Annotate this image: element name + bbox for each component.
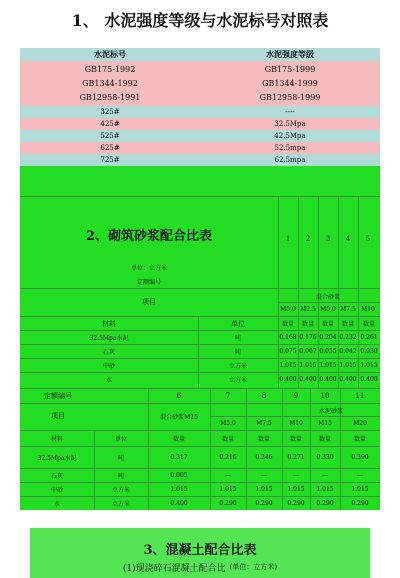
table-row: 水 xyxy=(53,500,60,508)
table-row: 0.055 xyxy=(319,348,337,355)
table-row: 0.042 xyxy=(339,348,357,355)
table-row: 1.015 xyxy=(316,485,334,493)
col-number: 3 xyxy=(325,235,331,243)
section2-head: 数量 xyxy=(362,321,375,328)
section3-unit: (单位：立方米) xyxy=(229,563,278,571)
table-row: 1.015 xyxy=(360,362,378,369)
table3-head: 数量 xyxy=(353,435,366,443)
table-row: 32.5Mpa xyxy=(200,118,380,130)
table-row: 0.232 xyxy=(339,334,357,341)
table-row: 1.015 xyxy=(339,362,357,369)
table-row: 1.015 xyxy=(219,485,237,493)
table-row: 0.290 xyxy=(316,499,334,507)
table-row: --- xyxy=(260,471,268,479)
grade: M5.0 xyxy=(220,419,236,427)
table1-header-left: 水泥标号 xyxy=(20,48,200,61)
std-left-3: GB12958-1991 xyxy=(79,93,141,102)
grade: M7.5 xyxy=(340,305,356,313)
std-right-3: GB12958-1999 xyxy=(259,93,321,102)
table-row: 0.290 xyxy=(255,499,273,507)
grade: M5.0 xyxy=(280,305,296,313)
table-row: 42.5Mpa xyxy=(200,130,380,142)
table-row: 0.330 xyxy=(316,453,334,461)
table-row: --- xyxy=(224,471,232,479)
table-row: 0.400 xyxy=(319,376,337,383)
table-row: 立方米 xyxy=(228,363,247,370)
table-row: 0.030 xyxy=(360,348,378,355)
table-row: 石灰 xyxy=(50,472,63,480)
grade: M20 xyxy=(353,419,367,427)
table-row: 0.400 xyxy=(339,376,357,383)
std-right-2: GB1344-1999 xyxy=(262,79,318,88)
section2-unit: 单位：立方米 xyxy=(130,264,167,272)
code: 8 xyxy=(261,392,267,400)
table-row: 吨 xyxy=(234,349,241,356)
table-row: 425# xyxy=(20,118,200,130)
std-left-2: GB1344-1992 xyxy=(82,79,138,88)
code: 6 xyxy=(176,392,182,400)
table-row: 32.5Mpa水泥 xyxy=(37,454,77,462)
table-row: 32.5Mpa水泥 xyxy=(89,335,129,342)
table-row: 0.075 xyxy=(279,348,297,355)
table-row: 0.271 xyxy=(287,453,305,461)
code: 11 xyxy=(355,392,365,400)
table-row: 725# xyxy=(20,154,200,166)
table-row: 62.5mpa xyxy=(200,154,380,166)
table-row: 52.5mpa xyxy=(200,142,380,154)
table3-head: 数量 xyxy=(318,435,331,443)
section2-head: 数量 xyxy=(321,321,334,328)
table-row: 中砂 xyxy=(102,363,115,370)
table-row: --- xyxy=(356,471,364,479)
table-row: 立方米 xyxy=(111,500,130,508)
code: 10 xyxy=(320,392,330,400)
table-row: 1.015 xyxy=(279,362,297,369)
table-row: 0.317 xyxy=(170,453,188,461)
table3-head: 数量 xyxy=(257,435,270,443)
table-row: 立方米 xyxy=(111,486,130,494)
table3-item-label: 项目 xyxy=(51,412,65,420)
table-row: 吨 xyxy=(117,472,124,480)
table-row: 0.400 xyxy=(170,499,188,507)
code: 7 xyxy=(225,392,231,400)
section2-code-label: 定额编号 xyxy=(136,278,161,286)
grade: M7.5 xyxy=(256,419,272,427)
table-row: 1.015 xyxy=(287,485,305,493)
table-row: 0.261 xyxy=(360,334,378,341)
grade: M5.0 xyxy=(320,305,336,313)
table-row: 1.015 xyxy=(299,362,317,369)
table-row: 0.246 xyxy=(255,453,273,461)
table-row: 0.290 xyxy=(351,499,369,507)
table-row: 0.216 xyxy=(219,453,237,461)
table-row: 325# xyxy=(20,106,200,118)
table-row: 0.290 xyxy=(219,499,237,507)
table-row: 0.067 xyxy=(299,348,317,355)
table3-mix-label: 混合砂浆M15 xyxy=(160,413,198,421)
section2-mix-label: 混合砂浆 xyxy=(315,293,340,301)
section3-subtitle: (1)现浇碎石混凝土配合比 xyxy=(122,563,226,574)
code: 9 xyxy=(293,392,299,400)
col-number: 5 xyxy=(365,235,371,243)
std-left-1: GB175-1992 xyxy=(84,65,136,74)
table-row: ---- xyxy=(200,106,380,118)
col-number: 1 xyxy=(285,235,291,243)
table3-head: 数量 xyxy=(289,435,302,443)
section2-title: 2、砌筑砂浆配合比表 xyxy=(85,228,213,244)
section2-head: 材料 xyxy=(102,319,116,328)
table-row: 0.390 xyxy=(351,453,369,461)
table1-header-right: 水泥强度等级 xyxy=(200,48,380,61)
col-number: 2 xyxy=(305,235,311,243)
table3-head: 材料 xyxy=(50,435,63,443)
section3-subtitle-row xyxy=(30,560,370,574)
table3-water-label: 水泥砂浆 xyxy=(318,407,343,415)
table-row: 立方米 xyxy=(228,377,247,384)
table-row: 0.400 xyxy=(360,376,378,383)
table-row: 0.400 xyxy=(299,376,317,383)
grade: M10 xyxy=(361,305,375,313)
table-row: 0.204 xyxy=(319,334,337,341)
section2-head: 数量 xyxy=(301,321,314,328)
table3-head: 数量 xyxy=(172,435,185,443)
table-row: 吨 xyxy=(117,454,124,462)
section2-item-label: 项目 xyxy=(142,298,156,306)
page-title: 1、 水泥强度等级与水泥标号对照表 xyxy=(71,10,329,30)
section3-title: 3、混凝土配合比表 xyxy=(143,542,257,558)
table-row: 525# xyxy=(20,130,200,142)
table-row: 625# xyxy=(20,142,200,154)
table-row: 中砂 xyxy=(50,486,63,494)
table-row: 1.015 xyxy=(319,362,337,369)
table3-head: 单位 xyxy=(114,435,127,443)
table3-head: 数量 xyxy=(221,435,234,443)
grade: M15 xyxy=(318,419,332,427)
grade: M10 xyxy=(289,419,303,427)
table-row: --- xyxy=(321,471,329,479)
table-row: --- xyxy=(292,471,300,479)
table-row: 0.168 xyxy=(279,334,297,341)
table-row: 1.015 xyxy=(351,485,369,493)
table-row: 石灰 xyxy=(102,349,115,356)
table3-code-label: 定额编号 xyxy=(44,392,72,400)
table-row: 1.015 xyxy=(255,485,273,493)
section2-head: 数量 xyxy=(281,321,294,328)
grade: M2.5 xyxy=(300,305,316,313)
std-right-1: GB175-1999 xyxy=(264,65,316,74)
table-row: 0.176 xyxy=(299,334,317,341)
section2-head: 单位 xyxy=(231,319,245,328)
table-row: 1.015 xyxy=(170,485,188,493)
section2-head: 数量 xyxy=(341,321,354,328)
table-row: 水 xyxy=(105,377,112,384)
table-row: 0.290 xyxy=(287,499,305,507)
col-number: 4 xyxy=(345,235,351,243)
table-row: 0.005 xyxy=(170,471,188,479)
table-row: 吨 xyxy=(234,335,241,342)
table-row: 0.400 xyxy=(279,376,297,383)
